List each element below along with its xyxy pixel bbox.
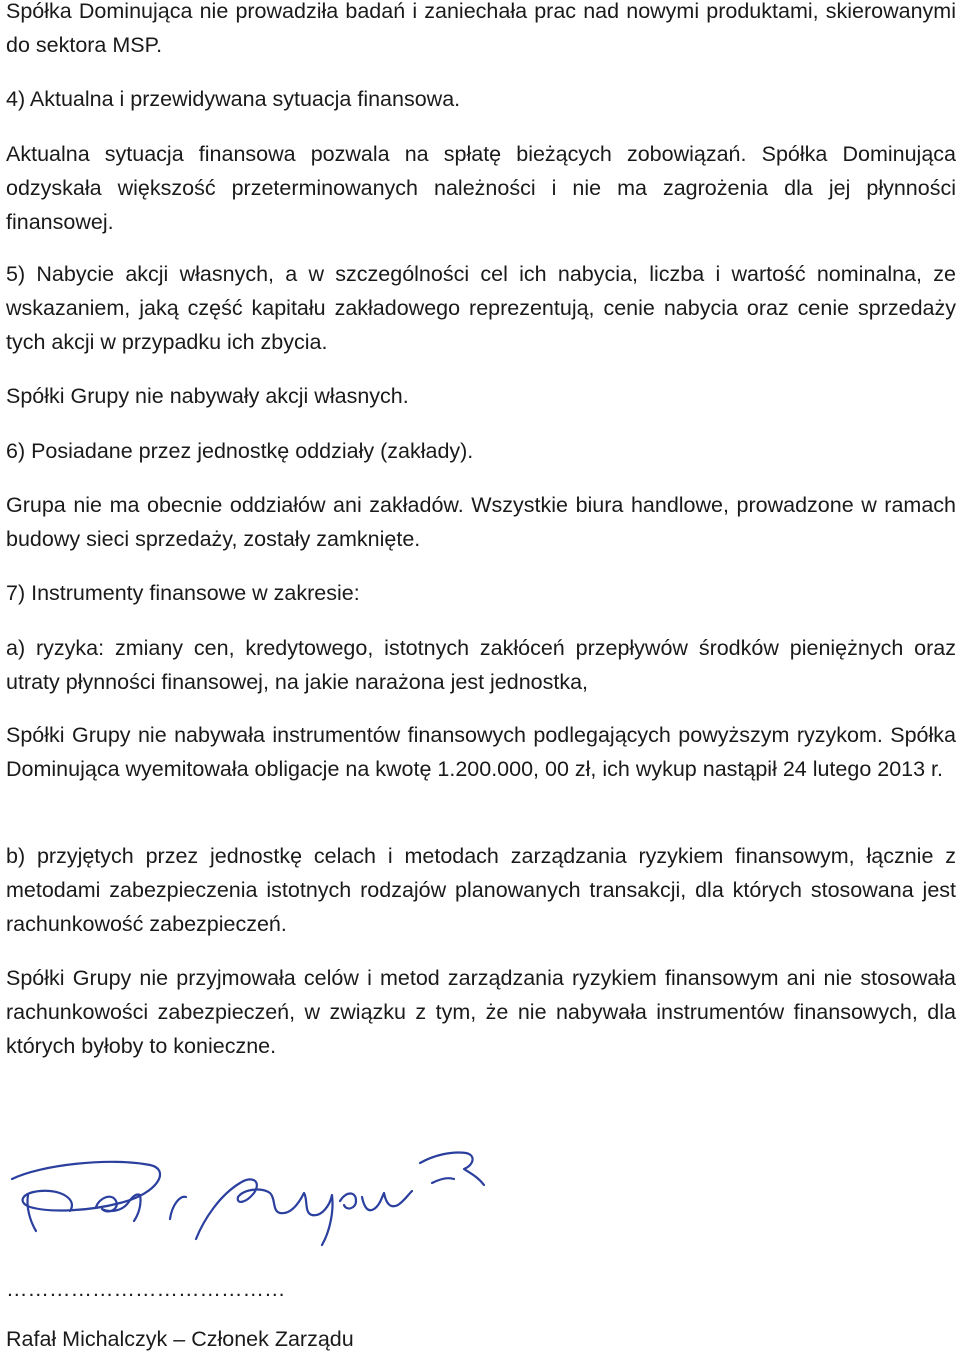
signature-stroke-7	[362, 1191, 412, 1210]
paragraph-risks: a) ryzyka: zmiany cen, kredytowego, istotnych zakłóceń przepływów środków pieniężnych oraz utraty płynności finansowej, na jakie narażona jest jednostka,	[6, 636, 956, 694]
section-heading-4: 4) Aktualna i przewidywana sytuacja finansowa.	[6, 87, 461, 111]
paragraph-bonds: Spółki Grupy nie nabywała instrumentów finansowych podlegających powyższym ryzykom. Spółka Dominująca wyemitowała obligacje na kwotę 1.200.000, 00 zł, ich wykup nastąpił 24 lutego 2013 r.	[6, 723, 956, 781]
section-heading-5: 5) Nabycie akcji własnych, a w szczególności cel ich nabycia, liczba i wartość nominalna, ze wskazaniem, jaką część kapitału zakładowego reprezentują, cenie nabycia oraz cenie sprzedaży tych akcji w przypadku ich zbycia.	[6, 262, 956, 354]
signature-stroke-8	[420, 1152, 484, 1185]
signature-stroke-6	[340, 1194, 356, 1209]
paragraph-hedging: Spółki Grupy nie przyjmowała celów i metod zarządzania ryzykiem finansowym ani nie stosowała rachunkowości zabezpieczeń, w związku z tym, że nie nabywała instrumentów finansowych, dla których byłoby to konieczne.	[6, 966, 956, 1058]
section-heading-7: 7) Instrumenty finansowe w zakresie:	[6, 581, 360, 605]
signature-stroke-4	[170, 1197, 186, 1219]
paragraph-research: Spółka Dominująca nie prowadziła badań i zaniechała prac nad nowymi produktami, skierowanymi do sektora MSP.	[6, 0, 956, 57]
handwritten-signature	[0, 1135, 500, 1255]
signature-stroke-2	[27, 1195, 36, 1231]
paragraph-branches: Grupa nie ma obecnie oddziałów ani zakładów. Wszystkie biura handlowe, prowadzone w ramach budowy sieci sprzedaży, zostały zamknięte.	[6, 493, 956, 551]
signature-stroke-1	[12, 1162, 160, 1211]
section-heading-6: 6) Posiadane przez jednostkę oddziały (zakłady).	[6, 439, 474, 463]
signature-stroke-5	[196, 1179, 333, 1245]
signer-name: Rafał Michalczyk – Członek Zarządu	[6, 1327, 354, 1351]
paragraph-risk-management: b) przyjętych przez jednostkę celach i metodach zarządzania ryzykiem finansowym, łącznie z metodami zabezpieczenia istotnych rodzajów planowanych transakcji, dla których stosowana jest rachunkowość zabezpieczeń.	[6, 844, 956, 936]
signature-line: …………………………………	[6, 1277, 286, 1301]
paragraph-own-shares: Spółki Grupy nie nabywały akcji własnych.	[6, 384, 409, 408]
paragraph-financial-situation: Aktualna sytuacja finansowa pozwala na spłatę bieżących zobowiązań. Spółka Dominująca odzyskała większość przeterminowanych należności i nie ma zagrożenia dla jej płynności finansowej.	[6, 142, 956, 234]
signature-stroke-9	[432, 1178, 454, 1183]
